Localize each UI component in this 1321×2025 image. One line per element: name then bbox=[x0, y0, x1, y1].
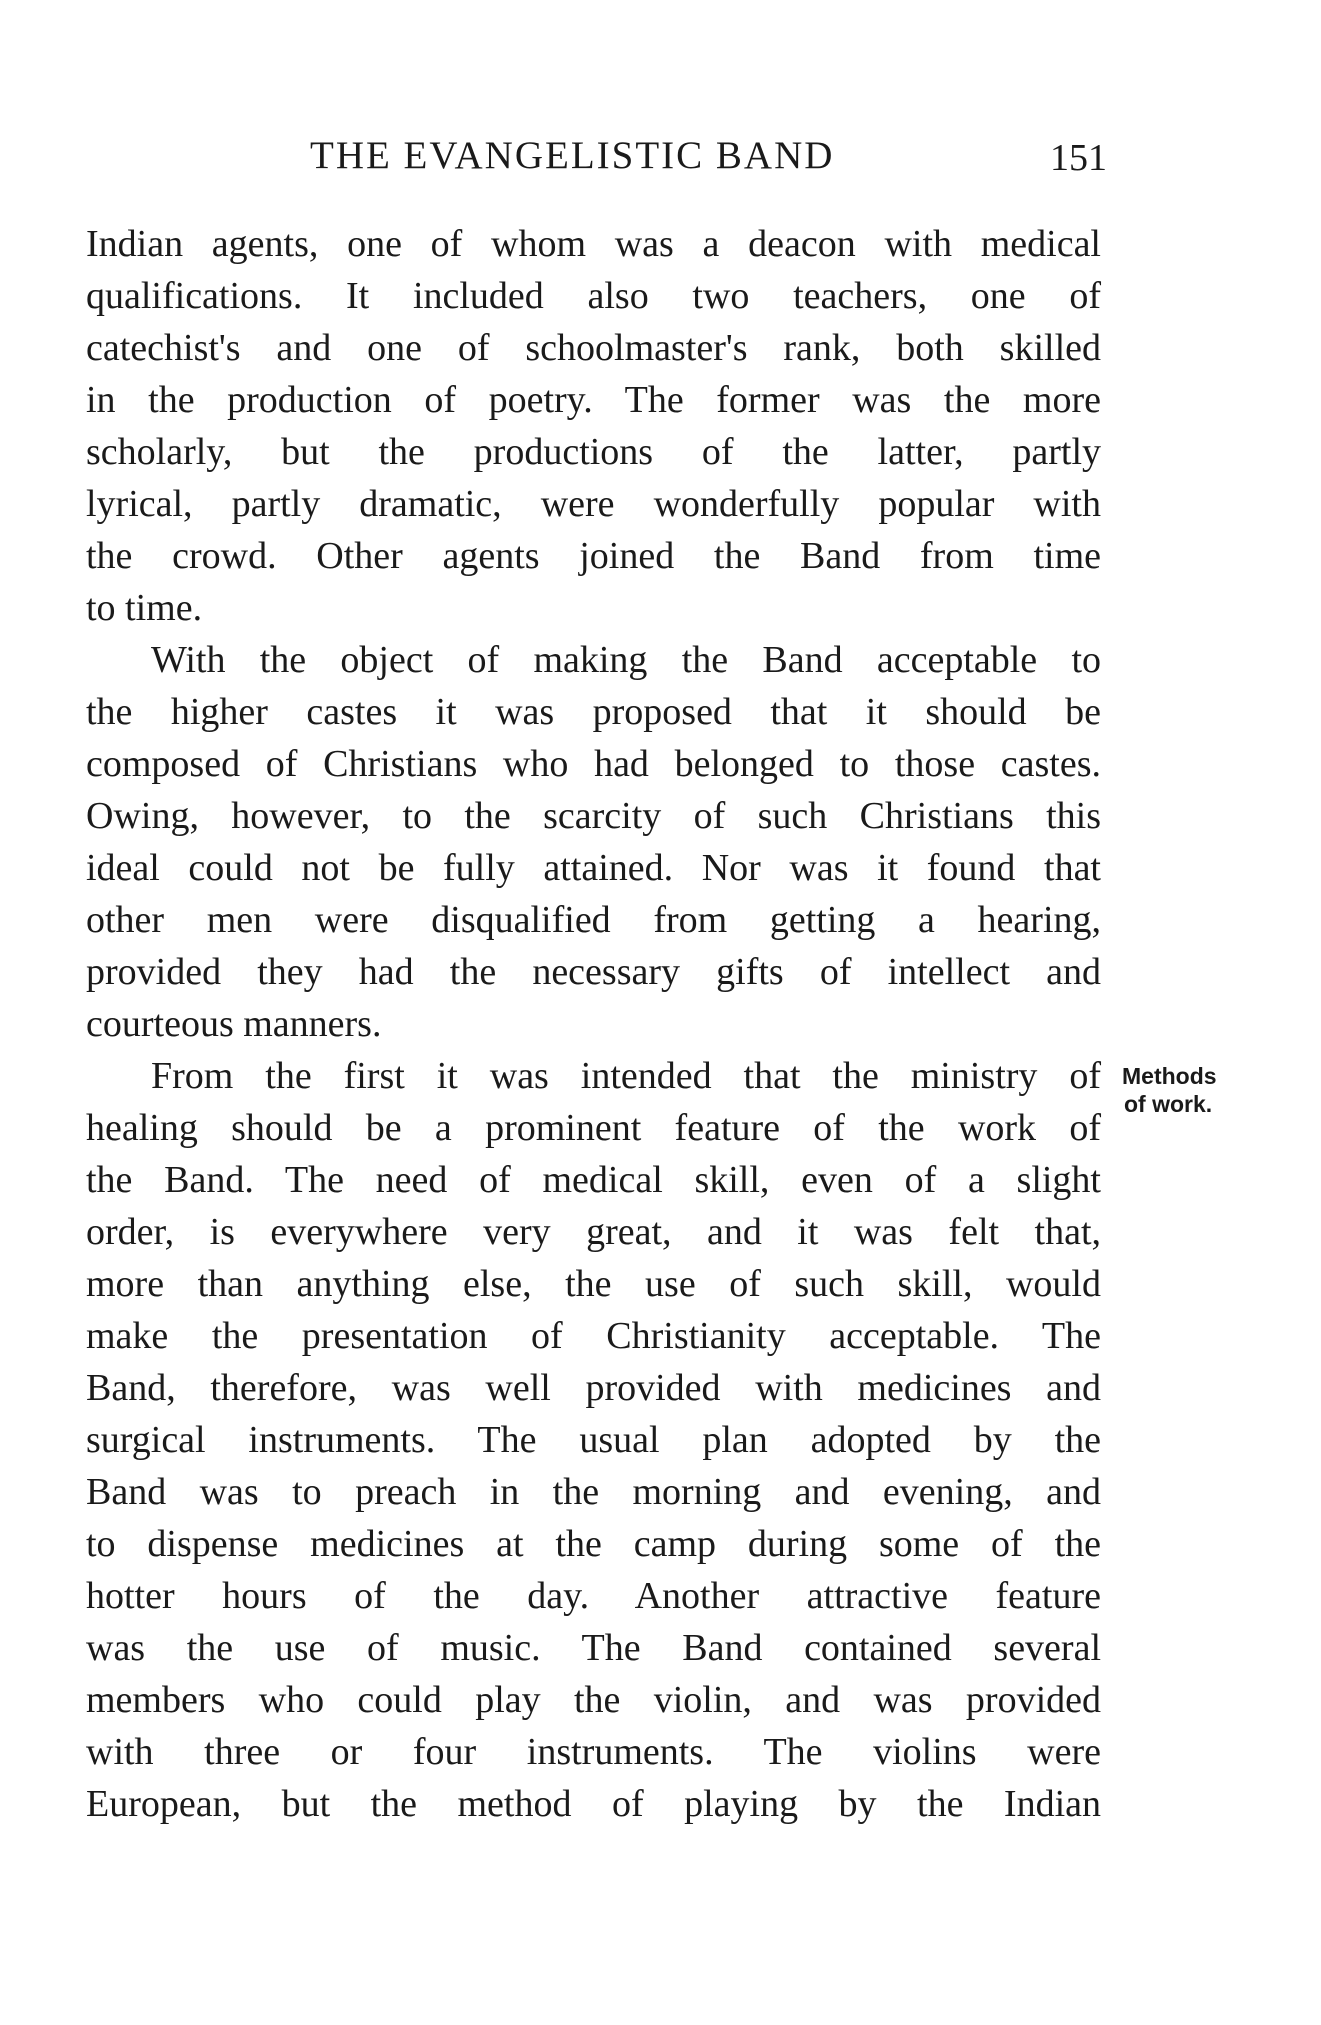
text-line: provided they had the necessary gifts of intellect and bbox=[86, 951, 1101, 993]
paragraph-1 bbox=[86, 218, 1101, 634]
text-line: to dispense medicines at the camp during some of the bbox=[86, 1523, 1101, 1565]
text-line: Owing, however, to the scarcity of such Christians this bbox=[86, 795, 1101, 837]
text-line: in the production of poetry. The former was the more bbox=[86, 379, 1101, 421]
text-line: members who could play the violin, and was provided bbox=[86, 1679, 1101, 1721]
text-line: ideal could not be fully attained. Nor was it found that bbox=[86, 847, 1101, 889]
text-line: courteous manners. bbox=[86, 1003, 382, 1045]
text-line: order, is everywhere very great, and it was felt that, bbox=[86, 1211, 1101, 1253]
text-line: With the object of making the Band acceptable to bbox=[151, 639, 1101, 681]
running-head: THE EVANGELISTIC BAND bbox=[310, 134, 835, 177]
text-line: qualifications. It included also two teachers, one of bbox=[86, 275, 1101, 317]
text-line: the higher castes it was proposed that it should be bbox=[86, 691, 1101, 733]
page-number: 151 bbox=[1050, 137, 1107, 179]
text-line: European, but the method of playing by the Indian bbox=[86, 1783, 1101, 1825]
margin-note-line: of work. bbox=[1124, 1091, 1213, 1117]
text-line: more than anything else, the use of such skill, would bbox=[86, 1263, 1101, 1305]
text-line: healing should be a prominent feature of the work of bbox=[86, 1107, 1101, 1149]
text-line: to time. bbox=[86, 587, 203, 629]
text-line: scholarly, but the productions of the latter, partly bbox=[86, 431, 1101, 473]
text-line: the crowd. Other agents joined the Band from time bbox=[86, 535, 1101, 577]
text-line: surgical instruments. The usual plan adopted by the bbox=[86, 1419, 1101, 1461]
paragraph-2 bbox=[86, 634, 1101, 1050]
paragraph-3 bbox=[86, 1050, 1101, 1830]
text-line: From the first it was intended that the ministry of bbox=[151, 1055, 1101, 1097]
text-line: hotter hours of the day. Another attractive feature bbox=[86, 1575, 1101, 1617]
text-line: was the use of music. The Band contained several bbox=[86, 1627, 1101, 1669]
margin-note bbox=[1122, 1062, 1272, 1118]
text-line: lyrical, partly dramatic, were wonderfully popular with bbox=[86, 483, 1101, 525]
text-line: catechist's and one of schoolmaster's rank, both skilled bbox=[86, 327, 1101, 369]
text-line: Band was to preach in the morning and evening, and bbox=[86, 1471, 1101, 1513]
text-line: composed of Christians who had belonged to those castes. bbox=[86, 743, 1101, 785]
text-line: the Band. The need of medical skill, even of a slight bbox=[86, 1159, 1101, 1201]
text-line: other men were disqualified from getting a hearing, bbox=[86, 899, 1101, 941]
body-text bbox=[86, 218, 1101, 1830]
margin-note-line: Methods bbox=[1122, 1063, 1217, 1089]
text-line: Band, therefore, was well provided with medicines and bbox=[86, 1367, 1101, 1409]
text-line: with three or four instruments. The violins were bbox=[86, 1731, 1101, 1773]
text-line: make the presentation of Christianity acceptable. The bbox=[86, 1315, 1101, 1357]
text-line: Indian agents, one of whom was a deacon with medical bbox=[86, 223, 1101, 265]
